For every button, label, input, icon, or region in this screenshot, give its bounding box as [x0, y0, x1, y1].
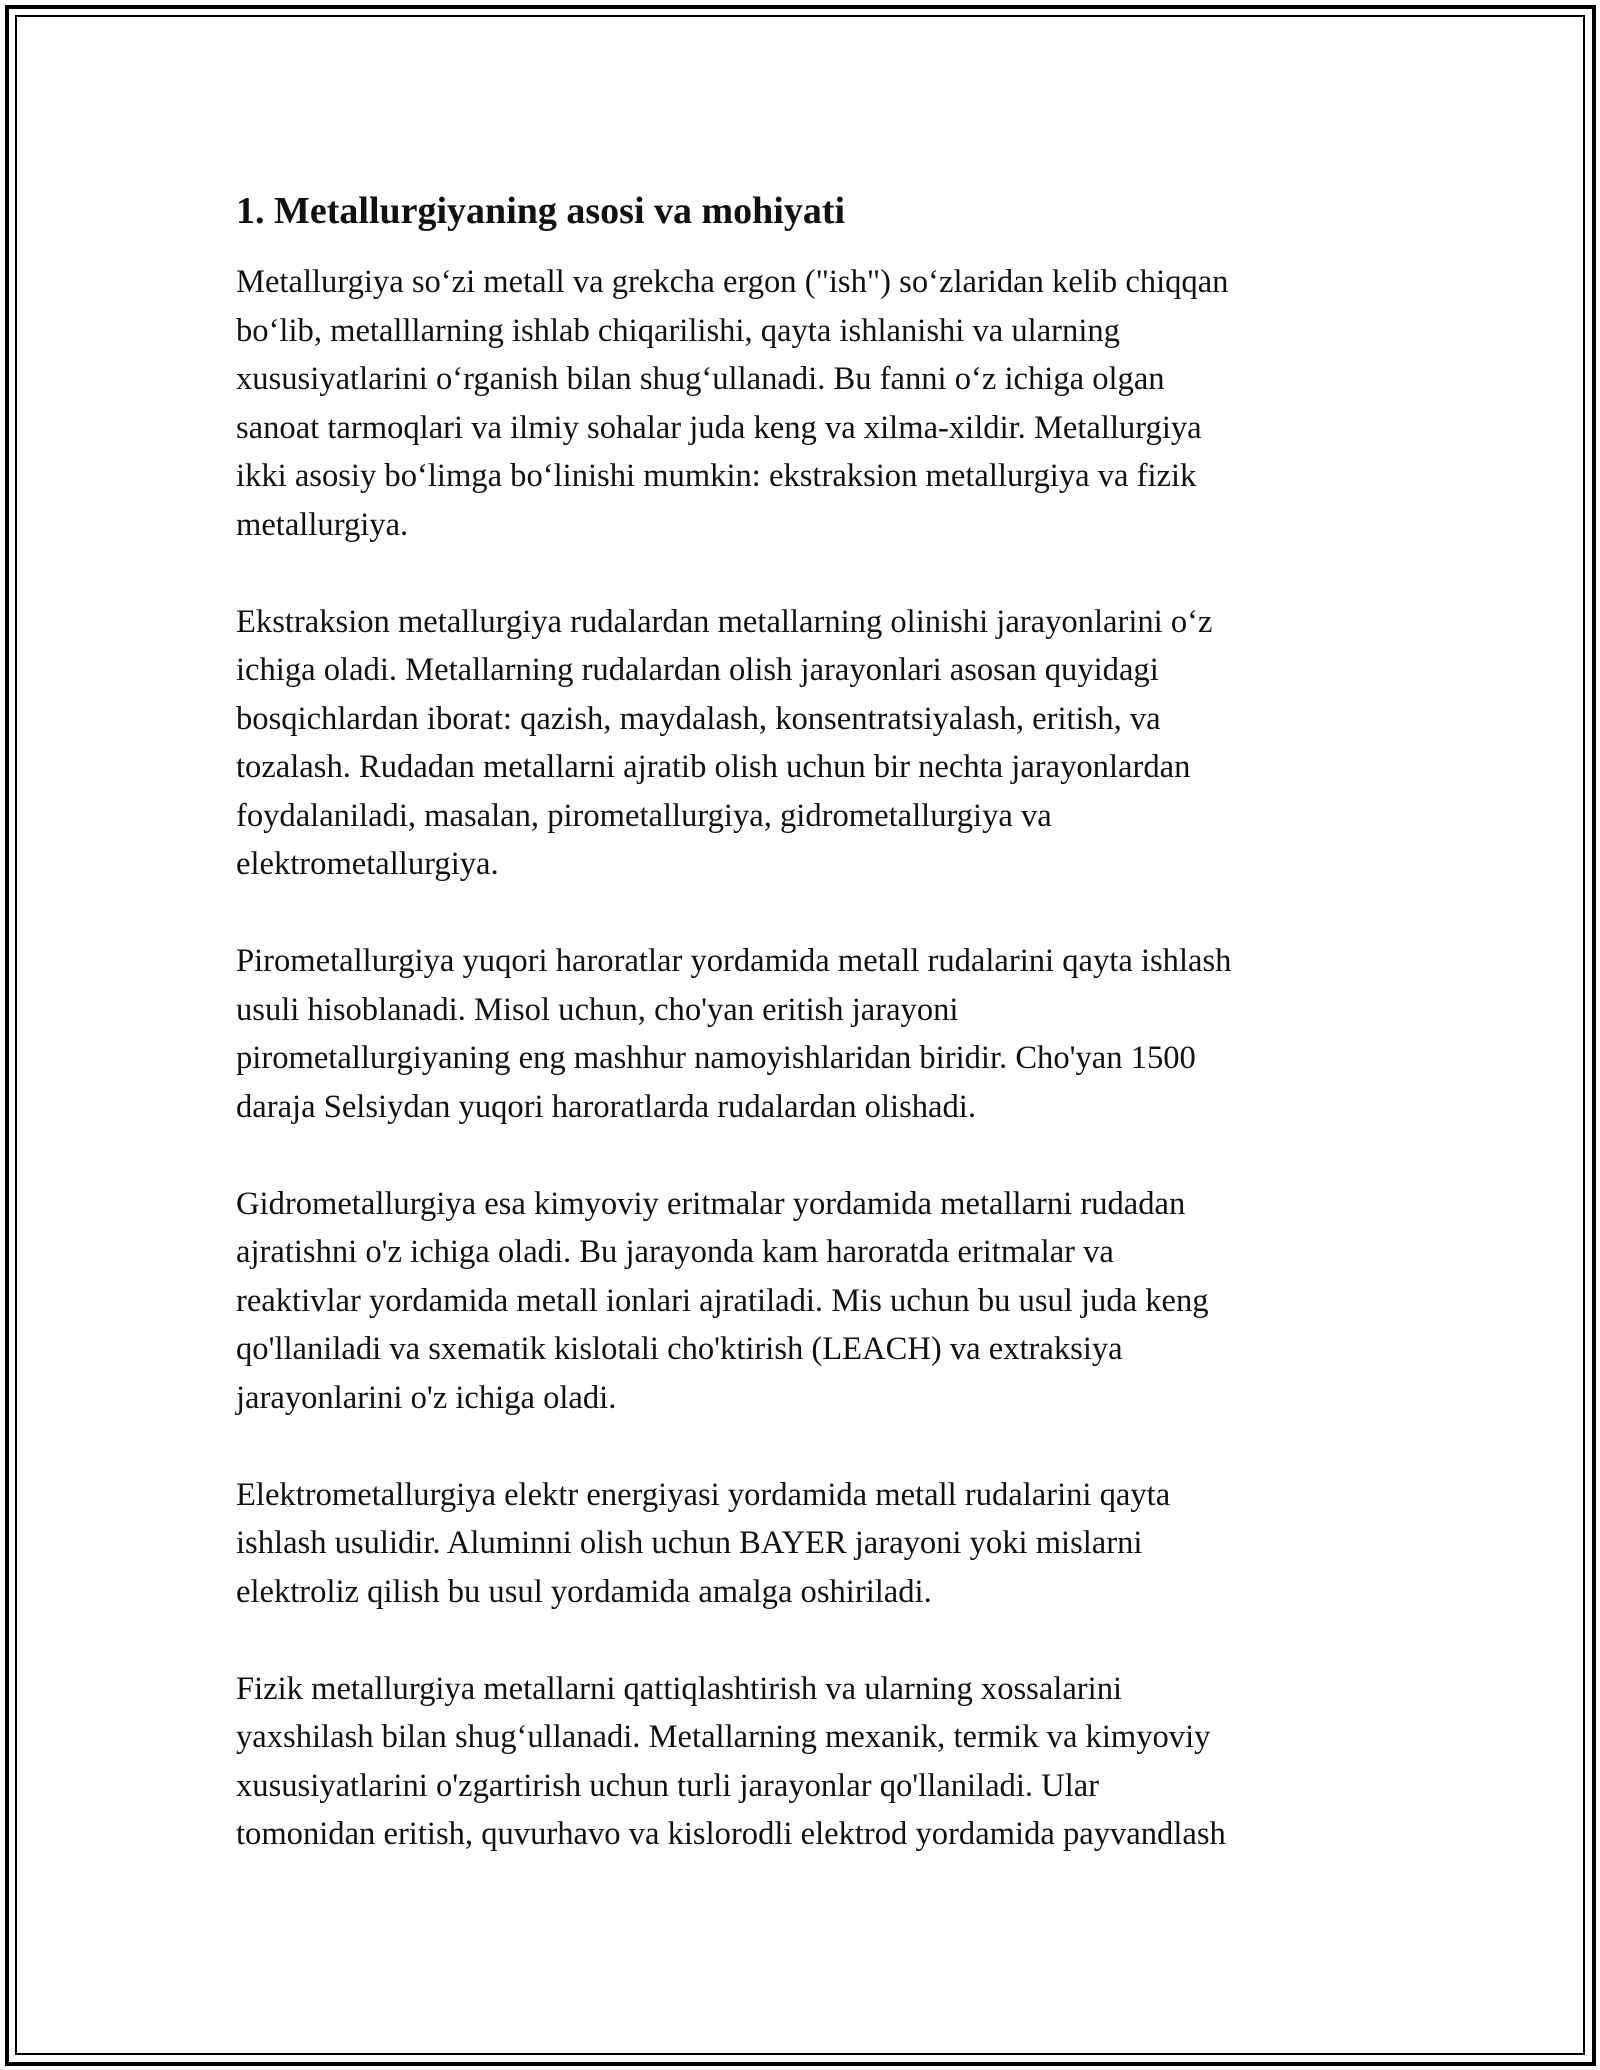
text-line: Pirometallurgiya yuqori haroratlar yordamida metall rudalarini qayta ishlash: [236, 943, 1232, 979]
text-line: sanoat tarmoqlari va ilmiy sohalar juda keng va xilma-xildir. Metallurgiya: [236, 409, 1202, 446]
text-line: ishlash usulidir. Aluminni olish uchun BAYER jarayoni yoki mislarni: [236, 1525, 1143, 1561]
paragraph-metallurgy-intro: [236, 258, 1366, 549]
text-line: reaktivlar yordamida metall ionlari ajratiladi. Mis uchun bu usul juda keng: [236, 1282, 1209, 1319]
text-line: elektrometallurgiya.: [236, 846, 499, 882]
text-line: elektroliz qilish bu usul yordamida amalga oshiriladi.: [236, 1573, 932, 1610]
paragraph-physical-metallurgy: [236, 1665, 1366, 1859]
text-line: tozalash. Rudadan metallarni ajratib olish uchun bir nechta jarayonlardan: [236, 749, 1191, 785]
section-heading: 1. Metallurgiyaning asosi va mohiyati: [236, 190, 846, 232]
text-line: tomonidan eritish, quvurhavo va kislorodli elektrod yordamida payvandlash: [236, 1816, 1226, 1852]
text-line: yaxshilash bilan shug‘ullanadi. Metallarning mexanik, termik va kimyoviy: [236, 1719, 1211, 1755]
text-line: Metallurgiya so‘zi metall va grekcha ergon ("ish") so‘zlaridan kelib chiqqan: [236, 264, 1229, 300]
text-line: usuli hisoblanadi. Misol uchun, cho'yan eritish jarayoni: [236, 991, 959, 1028]
text-line: bosqichlardan iborat: qazish, maydalash, konsentratsiyalash, eritish, va: [236, 700, 1161, 737]
text-line: foydalaniladi, masalan, pirometallurgiya, gidrometallurgiya va: [236, 797, 1052, 834]
paragraph-extraction-metallurgy: [236, 598, 1366, 889]
text-line: qo'llaniladi va sxematik kislotali cho'ktirish (LEACH) va extraksiya: [236, 1331, 1123, 1367]
text-line: xususiyatlarini o'zgartirish uchun turli jarayonlar qo'llaniladi. Ular: [236, 1767, 1100, 1804]
text-line: pirometallurgiyaning eng mashhur namoyishlaridan biridir. Cho'yan 1500: [236, 1040, 1196, 1076]
paragraph-hydrometallurgy: [236, 1180, 1366, 1423]
text-line: metallurgiya.: [236, 506, 409, 543]
text-line: jarayonlarini o'z ichiga oladi.: [236, 1379, 617, 1416]
text-line: xususiyatlarini o‘rganish bilan shug‘ullanadi. Bu fanni o‘z ichiga olgan: [236, 361, 1165, 397]
document-body: [236, 186, 1366, 1907]
paragraph-pyrometallurgy: [236, 937, 1366, 1131]
text-line: Elektrometallurgiya elektr energiyasi yordamida metall rudalarini qayta: [236, 1476, 1171, 1513]
paragraph-electrometallurgy: [236, 1471, 1366, 1617]
text-line: Gidrometallurgiya esa kimyoviy eritmalar yordamida metallarni rudadan: [236, 1185, 1186, 1222]
text-line: Ekstraksion metallurgiya rudalardan metallarning olinishi jarayonlarini o‘z: [236, 603, 1213, 640]
text-line: ajratishni o'z ichiga oladi. Bu jarayonda kam haroratda eritmalar va: [236, 1234, 1114, 1270]
text-line: ichiga oladi. Metallarning rudalardan olish jarayonlari asosan quyidagi: [236, 652, 1159, 688]
text-line: daraja Selsiydan yuqori haroratlarda rudalardan olishadi.: [236, 1088, 976, 1125]
text-line: ikki asosiy bo‘limga bo‘linishi mumkin: ekstraksion metallurgiya va fizik: [236, 458, 1197, 494]
text-line: Fizik metallurgiya metallarni qattiqlashtirish va ularning xossalarini: [236, 1670, 1123, 1707]
text-line: bo‘lib, metalllarning ishlab chiqarilishi, qayta ishlanishi va ularning: [236, 312, 1120, 349]
